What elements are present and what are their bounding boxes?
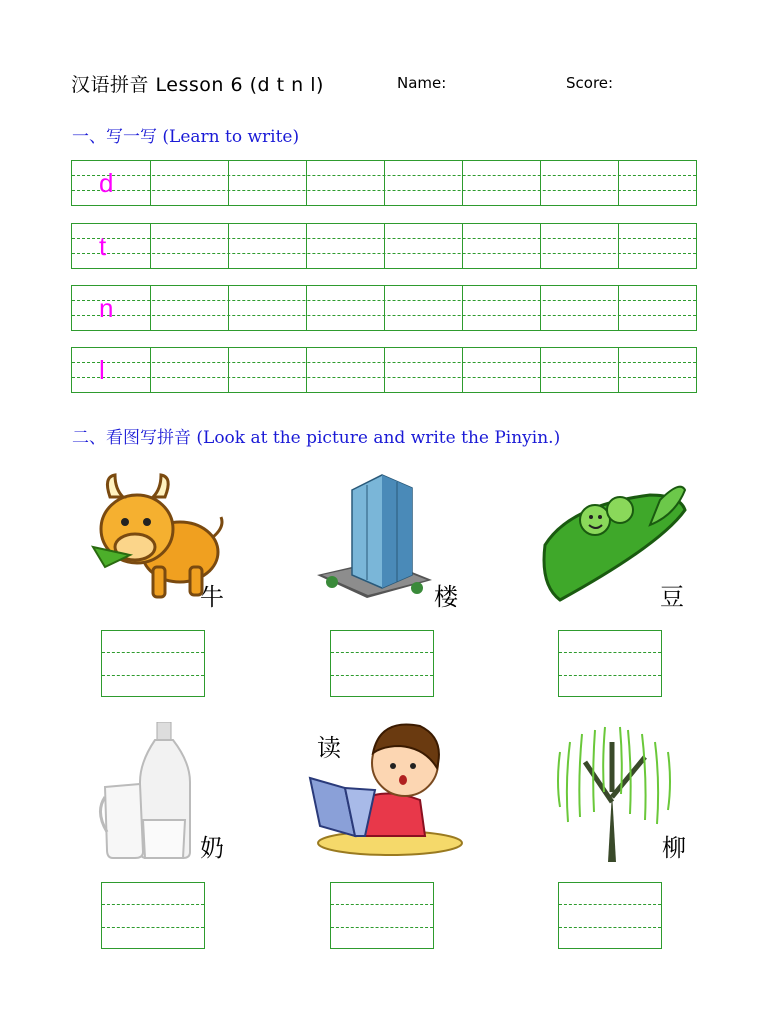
model-letter: l bbox=[99, 355, 105, 385]
writing-row-d[interactable] bbox=[71, 160, 697, 206]
model-letter: n bbox=[99, 293, 114, 323]
hanzi-du: 读 bbox=[317, 734, 341, 762]
writing-row-t[interactable] bbox=[71, 223, 697, 269]
hanzi-niu: 牛 bbox=[200, 583, 224, 611]
model-letter: d bbox=[99, 168, 114, 198]
answer-box-dou[interactable] bbox=[558, 630, 662, 697]
writing-row-l[interactable] bbox=[71, 347, 697, 393]
milk-icon bbox=[95, 722, 205, 862]
worksheet-title: 汉语拼音 Lesson 6 (d t n l) bbox=[71, 74, 324, 96]
answer-box-nai[interactable] bbox=[101, 882, 205, 949]
building-icon bbox=[312, 470, 437, 600]
willow-tree-icon bbox=[550, 722, 680, 862]
worksheet-header bbox=[71, 70, 711, 100]
hanzi-lou: 楼 bbox=[434, 583, 458, 611]
model-letter: t bbox=[99, 231, 107, 261]
section-learn-to-write-title: 一、写一写 (Learn to write) bbox=[72, 127, 300, 147]
hanzi-nai: 奶 bbox=[200, 834, 224, 862]
answer-box-lou[interactable] bbox=[330, 630, 434, 697]
hanzi-liu: 柳 bbox=[662, 834, 686, 862]
score-label: Score: bbox=[566, 74, 614, 92]
writing-row-n[interactable] bbox=[71, 285, 697, 331]
section-picture-pinyin-title: 二、看图写拼音 (Look at the picture and write the Pinyin.) bbox=[72, 428, 561, 448]
answer-box-niu[interactable] bbox=[101, 630, 205, 697]
answer-box-liu[interactable] bbox=[558, 882, 662, 949]
answer-box-du[interactable] bbox=[330, 882, 434, 949]
name-label: Name: bbox=[397, 74, 447, 92]
reading-boy-icon bbox=[305, 718, 465, 858]
hanzi-dou: 豆 bbox=[660, 583, 684, 611]
